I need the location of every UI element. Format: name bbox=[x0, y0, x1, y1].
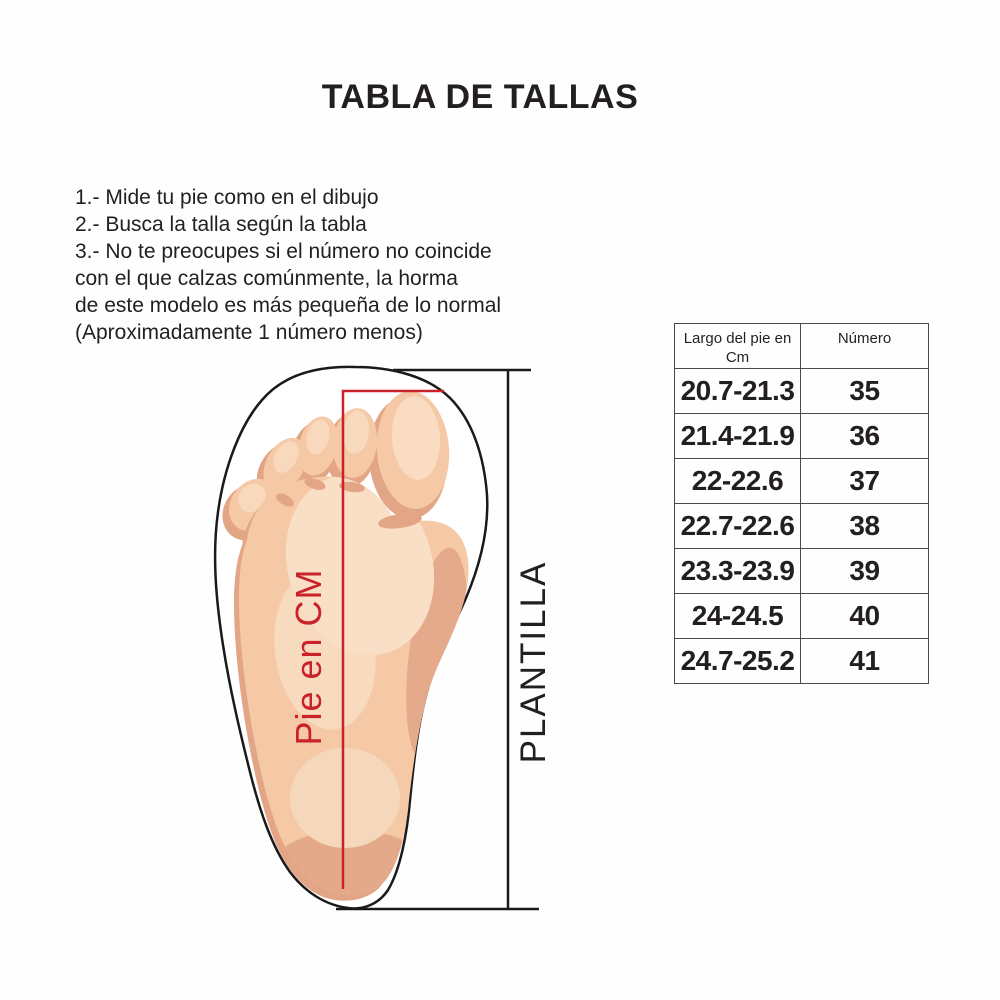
foot-length-cell: 22-22.6 bbox=[675, 459, 801, 504]
instructions-block bbox=[75, 184, 595, 346]
instruction-line: con el que calzas comúnmente, la horma bbox=[75, 267, 458, 290]
foot-length-cell: 24-24.5 bbox=[675, 594, 801, 639]
size-number-cell: 37 bbox=[801, 459, 929, 504]
size-number-cell: 36 bbox=[801, 414, 929, 459]
foot-length-cell: 20.7-21.3 bbox=[675, 369, 801, 414]
instruction-line: de este modelo es más pequeña de lo normal bbox=[75, 294, 502, 317]
table-header-row bbox=[675, 324, 929, 369]
foot-length-cell: 24.7-25.2 bbox=[675, 639, 801, 684]
table-row bbox=[675, 504, 929, 549]
foot-length-label: Pie en CM bbox=[288, 568, 329, 746]
instruction-line: 2.- Busca la talla según la tabla bbox=[75, 213, 367, 236]
col-header-foot-length: Largo del pie en Cm bbox=[675, 324, 801, 369]
page-title: TABLA DE TALLAS bbox=[321, 78, 639, 116]
table-row bbox=[675, 414, 929, 459]
heel-highlight bbox=[290, 748, 400, 848]
size-number-cell: 38 bbox=[801, 504, 929, 549]
table-row bbox=[675, 639, 929, 684]
size-number-cell: 39 bbox=[801, 549, 929, 594]
size-number-cell: 41 bbox=[801, 639, 929, 684]
table-row bbox=[675, 459, 929, 504]
instruction-line: 3.- No te preocupes si el número no coincide bbox=[75, 240, 492, 263]
foot-length-cell: 22.7-22.6 bbox=[675, 504, 801, 549]
foot-measurement-diagram bbox=[185, 348, 565, 933]
size-table bbox=[674, 323, 929, 684]
size-number-cell: 40 bbox=[801, 594, 929, 639]
table-row bbox=[675, 369, 929, 414]
table-row bbox=[675, 594, 929, 639]
foot-length-cell: 21.4-21.9 bbox=[675, 414, 801, 459]
col-header-size-number: Número bbox=[801, 324, 929, 369]
size-number-cell: 35 bbox=[801, 369, 929, 414]
instruction-line: (Aproximadamente 1 número menos) bbox=[75, 321, 423, 344]
insole-label: PLANTILLA bbox=[514, 560, 553, 764]
foot-length-cell: 23.3-23.9 bbox=[675, 549, 801, 594]
instruction-line: 1.- Mide tu pie como en el dibujo bbox=[75, 186, 379, 209]
table-row bbox=[675, 549, 929, 594]
